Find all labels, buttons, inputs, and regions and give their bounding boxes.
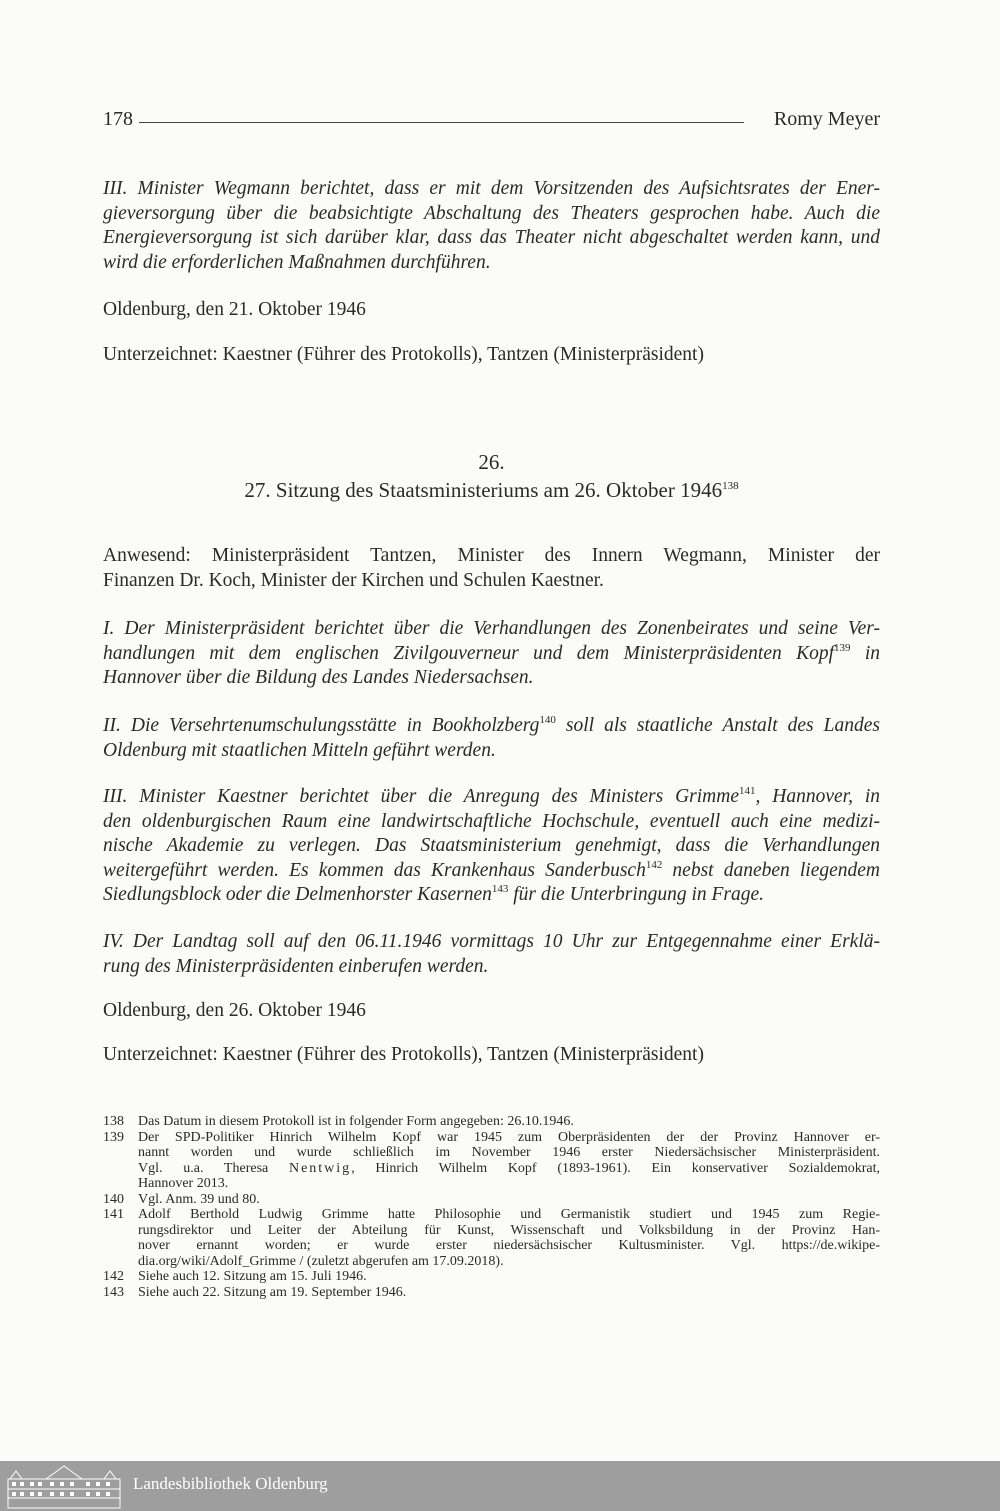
text-run: handlungen mit dem englischen Zivilgouverneur und dem Ministerpräsidenten Kopf [103,642,834,664]
text-run: Der SPD-Politiker Hinrich Wilhelm Kopf war 1945 zum Oberpräsidenten der der Provinz Hannover er- [138,1129,880,1145]
text-line [103,251,880,276]
signed-text: Unterzeichnet: Kaestner (Führer des Protokolls), Tantzen (Ministerpräsident) [103,1044,704,1065]
text-run: dia.org/wiki/Adolf_Grimme / (zuletzt abgerufen am 17.09.2018). [138,1253,504,1269]
text-line [138,1285,880,1301]
text-run: soll als staatliche Anstalt des Landes [555,715,880,736]
section-title [103,476,880,504]
text-line [138,1238,880,1254]
running-author: Romy Meyer [773,108,880,130]
text-run: III. Minister Wegmann berichtet, dass er mit dem Vorsitzenden des Aufsichtsrates der Ener- [103,178,880,199]
text-run: wird die erforderlichen Maßnahmen durchführen. [103,251,491,273]
signed [103,1043,880,1068]
text-run: III. Minister Kaestner berichtet über die Anregung des Ministers Grimme [103,786,739,807]
library-footer-bar [0,1461,1000,1511]
footnote-number: 140 [103,1191,124,1207]
text-run: rungsdirektor und Leiter der Abteilung für Kunst, Wissenschaft und Volksbildung in der Provinz Han- [138,1222,880,1238]
footnotes [103,1114,880,1300]
attendees [103,544,880,593]
author-name: Nentwig [288,1160,352,1176]
text-run: für die Unterbringung in Frage. [508,884,765,905]
text-run: Das Datum in diesem Protokoll ist in folgender Form angegeben: 26.10.1946. [138,1114,574,1129]
text-line [138,1192,880,1208]
section-title-text: 27. Sitzung des Staatsministeriums am 26. Oktober 1946 [244,478,723,502]
footnote-ref[interactable]: 138 [722,480,739,492]
signed-text: Unterzeichnet: Kaestner (Führer des Protokolls), Tantzen (Ministerpräsident) [103,344,704,365]
text-line [103,834,880,859]
text-line [103,785,880,810]
library-building-icon [6,1463,122,1509]
text-run: Vgl. u.a. Theresa [138,1160,289,1176]
text-run: Siedlungsblock oder die Delmenhorster Kasernen [103,884,492,905]
text-run: Hannover 2013. [138,1176,229,1191]
text-run: IV. Der Landtag soll auf den 06.11.1946 vormittags 10 Uhr zur Entgegennahme einer Erklä- [103,931,880,952]
place-date-text: Oldenburg, den 26. Oktober 1946 [103,1000,366,1021]
text-run: II. Die Versehrtenumschulungsstätte in Bookholzberg [103,715,540,736]
page-header [103,108,880,136]
text-run: den oldenburgischen Raum eine landwirtschaftliche Hochschule, eventuell auch eine medizi- [103,810,880,832]
footnote-number: 139 [103,1129,124,1145]
header-rule [139,122,744,123]
text-line [138,1130,880,1146]
footnote-number: 143 [103,1284,124,1300]
text-line [103,955,880,980]
footnote-ref[interactable]: 140 [539,714,556,726]
item-4 [103,930,880,979]
text-run: nebst daneben liegendem [662,859,880,881]
prev-place-date [103,298,880,323]
text-line [138,1176,880,1192]
footnote-text [138,1207,880,1269]
text-line [138,1114,880,1130]
footnote-text [138,1114,880,1130]
prev-signed [103,343,880,368]
footnote-139 [103,1130,880,1192]
text-line [138,1254,880,1270]
text-run: Siehe auch 22. Sitzung am 19. September 1946. [138,1284,407,1300]
footnote-text [138,1285,880,1301]
text-run: Anwesend: Ministerpräsident Tantzen, Minister des Innern Wegmann, Minister der [103,545,880,566]
text-run: Adolf Berthold Ludwig Grimme hatte Philosophie und Germanistik studiert und 1945 zum Regie- [138,1207,880,1222]
section-number: 26. [478,450,505,474]
item-2 [103,714,880,763]
text-run: Oldenburg mit staatlichen Mitteln geführt werden. [103,739,496,761]
text-line [103,930,880,955]
text-run: Siehe auch 12. Sitzung am 15. Juli 1946. [138,1269,367,1284]
text-run: nische Akademie zu verlegen. Das Staatsministerium genehmigt, dass die Verhandlungen [103,835,880,856]
text-line [138,1145,880,1161]
text-line [138,1223,880,1239]
footnote-text [138,1130,880,1192]
footnote-ref[interactable]: 143 [491,883,509,895]
footnote-142 [103,1269,880,1285]
footnote-143 [103,1285,880,1301]
footnote-ref[interactable]: 141 [739,785,756,797]
text-line [103,177,880,202]
page-number: 178 [103,108,133,130]
text-run: nannt worden und wurde schließlich im November 1946 erster Niedersächsischer Ministerpräsident. [138,1145,880,1160]
text-line [103,883,880,908]
text-run: Hannover über die Bildung des Landes Niedersachsen. [103,667,534,688]
text-run: Finanzen Dr. Koch, Minister der Kirchen und Schulen Kaestner. [103,569,604,591]
text-run: weitergeführt werden. Es kommen das Krankenhaus Sanderbusch [103,859,646,881]
footnote-140 [103,1192,880,1208]
text-run: , Hinrich Wilhelm Kopf (1893-1961). Ein konservativer Sozialdemokrat, [351,1160,881,1176]
text-run: Vgl. Anm. 39 und 80. [138,1191,260,1207]
footnote-number: 141 [103,1207,124,1222]
text-line [138,1207,880,1223]
place-date-text: Oldenburg, den 21. Oktober 1946 [103,299,366,320]
text-line [103,739,880,764]
item-3 [103,785,880,908]
footnote-138 [103,1114,880,1130]
library-name: Landesbibliothek Oldenburg [133,1474,328,1493]
text-run: , Hannover, in [755,786,880,807]
footnote-number: 138 [103,1114,124,1129]
text-run: I. Der Ministerpräsident berichtet über die Verhandlungen des Zonenbeirates und seine Ver- [103,618,880,639]
footnote-ref[interactable]: 142 [645,858,663,871]
footnote-text [138,1192,880,1208]
text-run: rung des Ministerpräsidenten einberufen werden. [103,955,489,977]
place-date [103,999,880,1024]
text-line [103,810,880,835]
text-run: in [850,642,881,664]
text-line [103,617,880,642]
text-line [138,1269,880,1285]
text-line [103,714,880,739]
footnote-ref[interactable]: 139 [834,641,851,654]
text-line [103,202,880,227]
item-1 [103,617,880,691]
text-line [138,1161,880,1177]
text-run: Energieversorgung ist sich darüber klar, dass das Theater nicht abgeschaltet werden kann, und [103,227,880,248]
text-line [103,666,880,691]
text-line [103,569,880,594]
text-line [103,544,880,569]
footnote-141 [103,1207,880,1269]
text-line [103,859,880,884]
text-run: gieversorgung über die beabsichtigte Abschaltung des Theaters gesprochen habe. Auch die [103,202,880,224]
text-line [103,642,880,667]
footnote-number: 142 [103,1269,124,1284]
text-run: nover ernannt worden; er wurde erster niedersächsischer Kultusminister. Vgl. https://de.wikipe- [138,1238,880,1253]
footnote-text [138,1269,880,1285]
text-line [103,226,880,251]
prev-item-3 [103,177,880,275]
